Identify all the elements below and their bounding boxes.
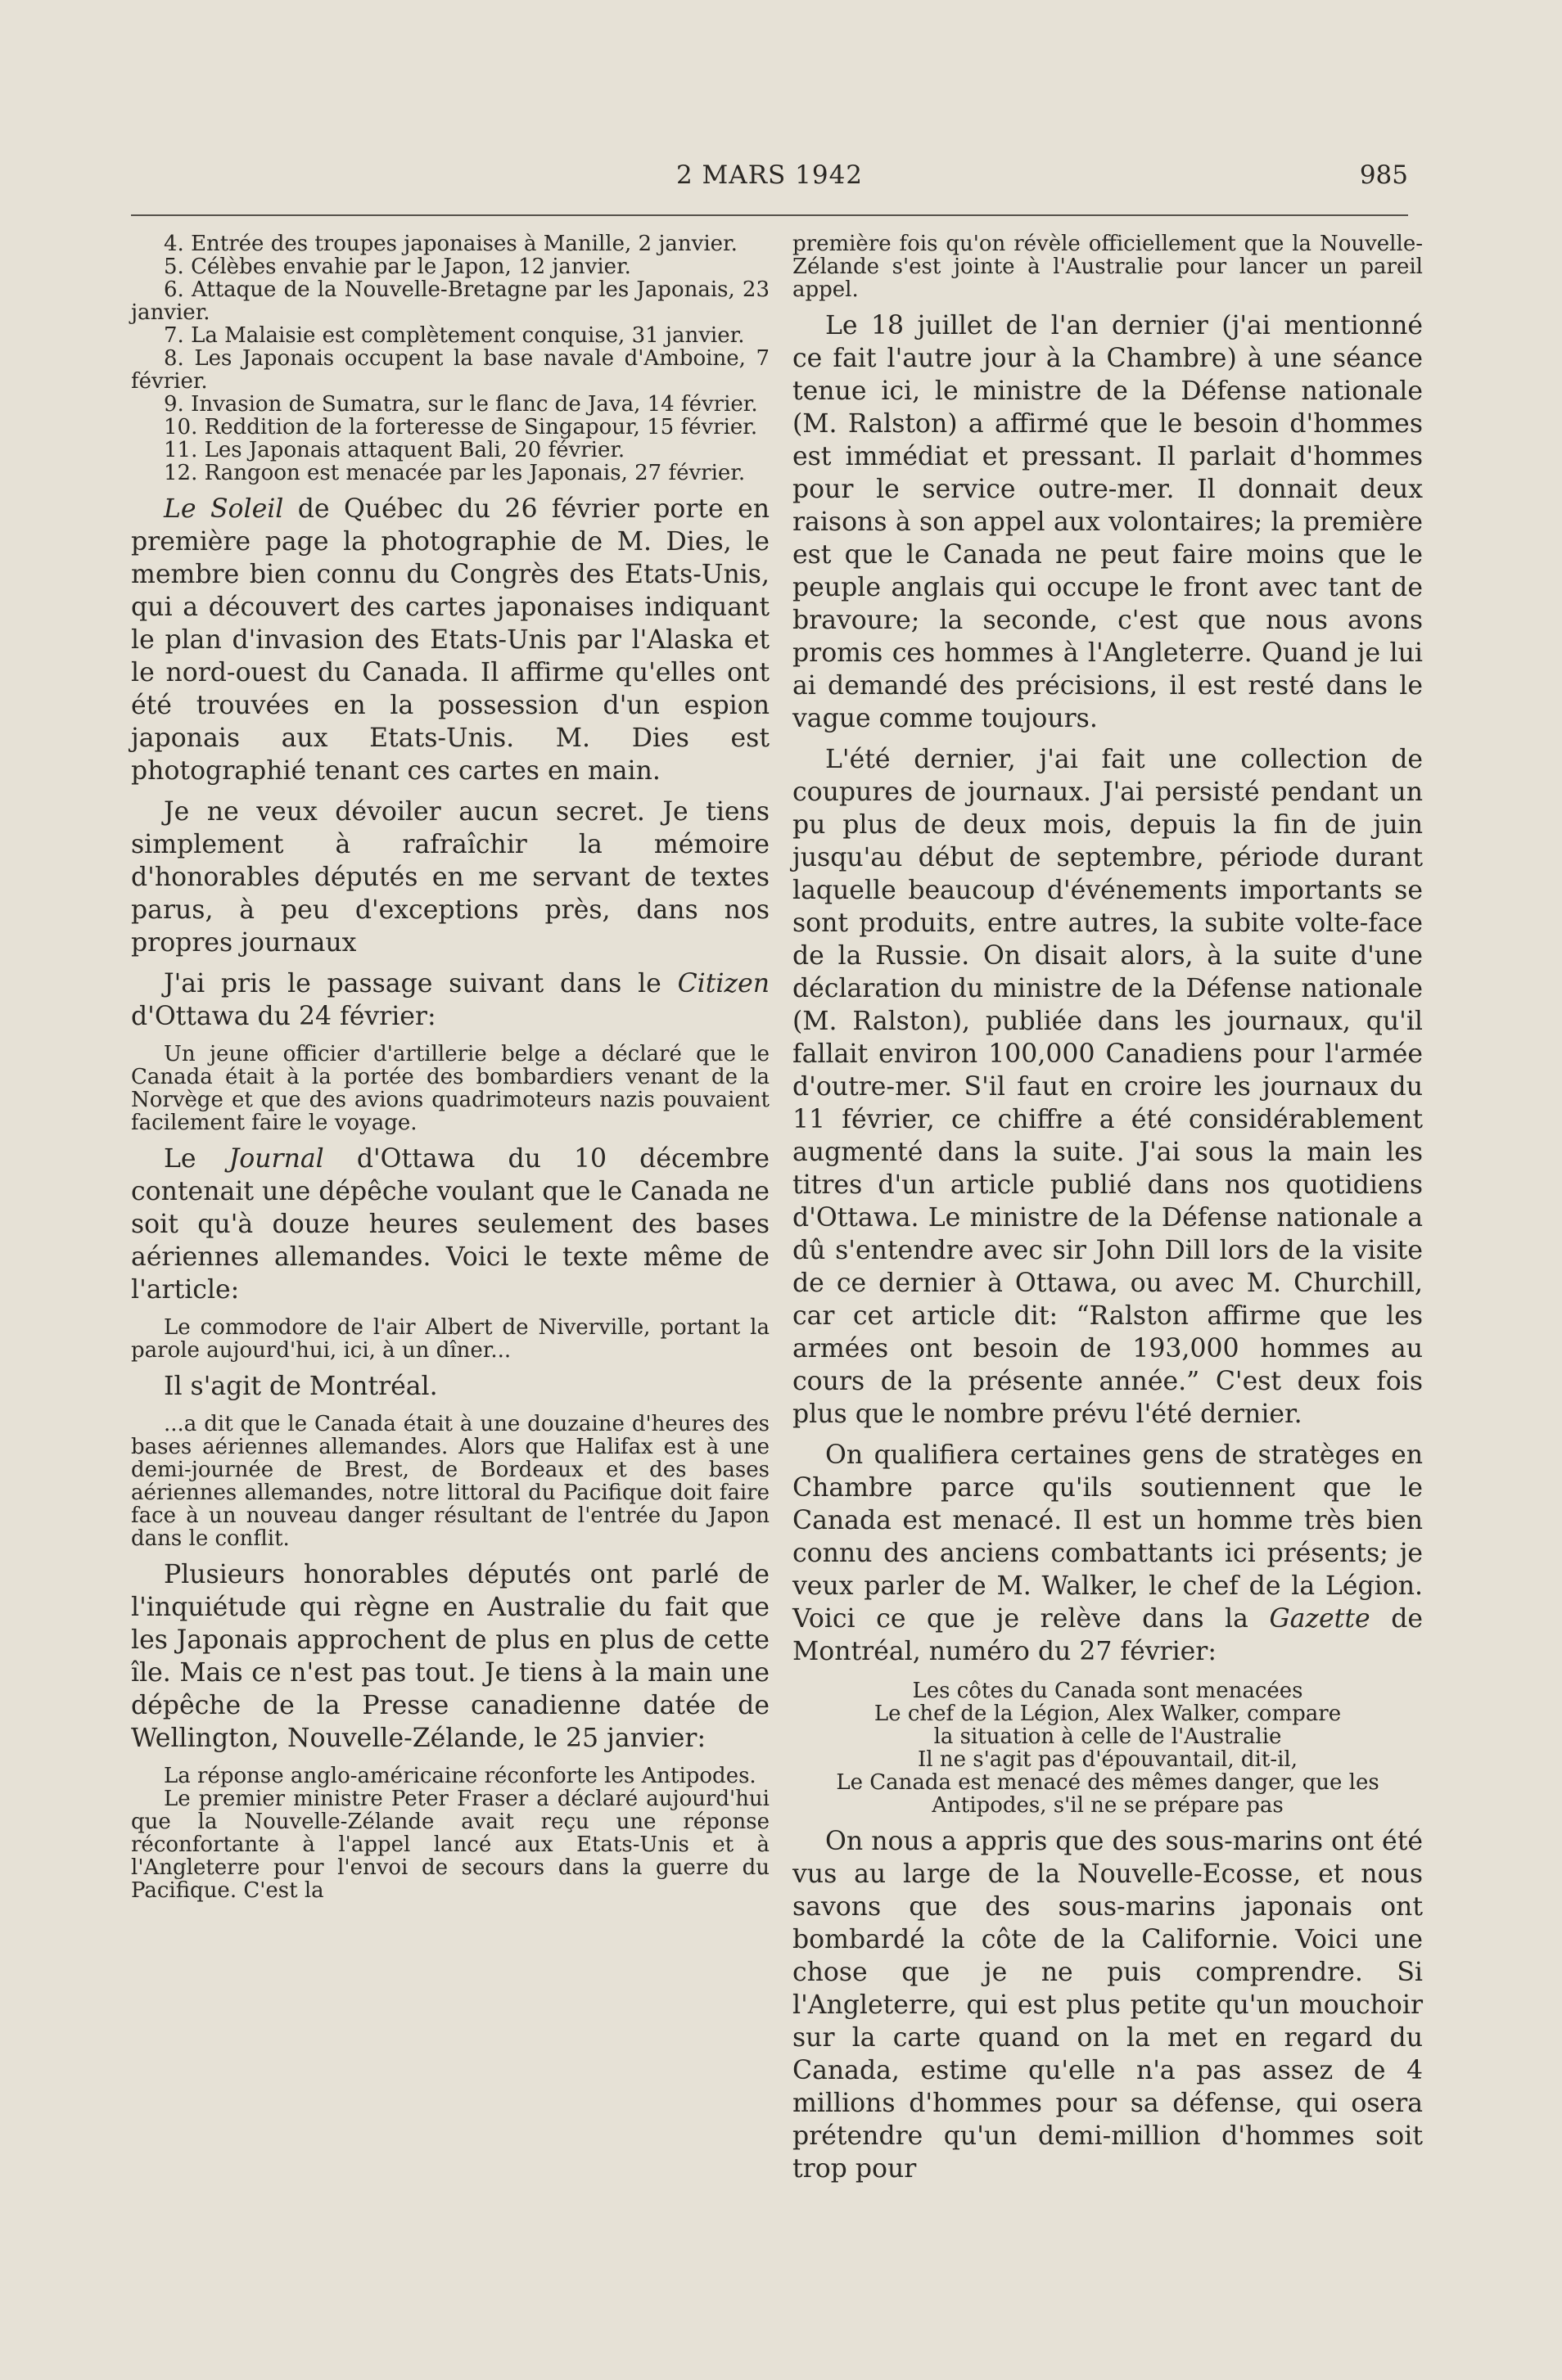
list-item: 11. Les Japonais attaquent Bali, 20 février.	[164, 438, 625, 462]
headline-line: Antipodes, s'il ne se prépare pas	[932, 1793, 1284, 1818]
paragraph-text: d'Ottawa du 10 décembre contenait une dépêche voulant que le Canada ne soit qu'à douze heures seulement des bases aériennes allemandes. Voici le texte même de l'article:	[131, 1144, 770, 1305]
header-date: 2 MARS 1942	[675, 160, 864, 190]
list-item: 9. Invasion de Sumatra, sur le flanc de Java, 14 février.	[164, 392, 758, 417]
paragraph: Le 18 juillet de l'an dernier (j'ai mentionné ce fait l'autre jour à la Chambre) à une séance tenue ici, le ministre de la Défense nationale (M. Ralston) a affirmé que le besoin d'hommes est immédiat et pressant. Il parlait d'hommes pour le service outre-mer. Il donnait deux raisons à son appel aux volontaires; la première est que le Canada ne peut faire moins que le peuple anglais qui occupe le front avec tant de bravoure; la seconde, c'est que nous avons promis ces hommes à l'Angleterre. Quand je lui ai demandé des précisions, il est resté dans le vague comme toujours.	[792, 311, 1423, 733]
headline-line: la situation à celle de l'Australie	[933, 1724, 1282, 1749]
quotation-continued: première fois qu'on révèle officiellement que la Nouvelle-Zélande s'est jointe à l'Australie pour lancer un pareil appel.	[792, 232, 1423, 302]
paragraph: Il s'agit de Montréal.	[164, 1372, 438, 1401]
quotation: Un jeune officier d'artillerie belge a déclaré que le Canada était à la portée des bombardiers venant de la Norvège et que des avions quadrimoteurs nazis pouvaient facilement faire le voyage.	[131, 1042, 770, 1135]
paragraph-text: de Québec du 26 février porte en première page la photographie de M. Dies, le membre bien connu du Congrès des Etats-Unis, qui a découvert des cartes japonaises indiquant le plan d'invasion des Etats-Unis par l'Alaska et le nord-ouest du Canada. Il affirme qu'elles ont été trouvées en la possession d'un espion japonais aux Etats-Unis. M. Dies est photographié tenant ces cartes en main.	[131, 494, 770, 786]
paragraph: Je ne veux dévoiler aucun secret. Je tiens simplement à rafraîchir la mémoire d'honorables députés en me servant de textes parus, à peu d'exceptions près, dans nos propres journaux	[131, 797, 770, 958]
paragraph-text: de Montréal, numéro du 27 février:	[792, 1604, 1423, 1666]
paragraph-italic: Le Soleil	[164, 494, 284, 524]
list-item: 5. Célèbes envahie par le Japon, 12 janvier.	[164, 255, 631, 279]
paragraph: On nous a appris que des sous-marins ont été vus au large de la Nouvelle-Ecosse, et nous savons que des sous-marins japonais ont bombardé la côte de la Californie. Voici une chose que je ne puis comprendre. Si l'Angleterre, qui est plus petite qu'un mouchoir sur la carte quand on la met en regard du Canada, estime qu'elle n'a pas assez de 4 millions d'hommes pour sa défense, qui osera prétendre qu'un demi-million d'hommes soit trop pour	[792, 1827, 1423, 2184]
page-number: 985	[1359, 160, 1408, 190]
newspaper-headline	[792, 1679, 1423, 1817]
list-item: 10. Reddition de la forteresse de Singapour, 15 février.	[164, 415, 758, 439]
paragraph	[131, 967, 770, 1033]
headline-line: Le chef de la Légion, Alex Walker, compare	[874, 1702, 1342, 1726]
quotation: Le commodore de l'air Albert de Niverville, portant la parole aujourd'hui, ici, à un dîner...	[131, 1315, 770, 1363]
list-item: 8. Les Japonais occupent la base navale d'Amboine, 7 février.	[131, 346, 770, 394]
quotation: Le premier ministre Peter Fraser a déclaré aujourd'hui que la Nouvelle-Zélande avait reçu une réponse réconfortante à l'appel lancé aux Etats-Unis et à l'Angleterre pour l'envoi de secours dans la guerre du Pacifique. C'est la	[131, 1787, 770, 1903]
paragraph	[792, 1439, 1423, 1668]
paragraph: Plusieurs honorables députés ont parlé de l'inquiétude qui règne en Australie du fait que les Japonais approchent de plus en plus de cette île. Mais ce n'est pas tout. Je tiens à la main une dépêche de la Presse canadienne datée de Wellington, Nouvelle-Zélande, le 25 janvier:	[131, 1560, 770, 1753]
paragraph-text: On qualifiera certaines gens de stratèges en Chambre parce qu'ils soutiennent que le Canada est menacé. Il est un homme très bien connu des anciens combattants ici présents; je veux parler de M. Walker, le chef de la Légion. Voici ce que je relève dans la	[792, 1440, 1423, 1634]
list-item: 12. Rangoon est menacée par les Japonais, 27 février.	[164, 461, 746, 485]
paragraph-text: Le	[164, 1144, 229, 1174]
headline-line: Il ne s'agit pas d'épouvantail, dit-il,	[917, 1747, 1298, 1772]
list-item: 7. La Malaisie est complètement conquise, 31 janvier.	[164, 323, 745, 348]
paragraph-text: d'Ottawa du 24 février:	[131, 1002, 436, 1031]
paragraph-italic: Journal	[228, 1144, 324, 1174]
quotation: La réponse anglo-américaine réconforte les Antipodes.	[164, 1764, 756, 1788]
paragraph-italic: Gazette	[1269, 1604, 1370, 1634]
list-item: 4. Entrée des troupes japonaises à Manille, 2 janvier.	[164, 232, 738, 256]
paragraph-italic: Citizen	[677, 969, 770, 998]
right-column	[792, 232, 1423, 2185]
headline-line: Le Canada est menacé des mêmes danger, que les	[836, 1770, 1379, 1795]
quotation: ...a dit que le Canada était à une douzaine d'heures des bases aériennes allemandes. Alors que Halifax est à une demi-journée de Brest, de Bordeaux et des bases aériennes allemandes, notre littoral du Pacifique doit faire face à un nouveau danger résultant de l'entrée du Japon dans le conflit.	[131, 1412, 770, 1551]
paragraph	[131, 1143, 770, 1306]
running-header	[131, 160, 1408, 201]
headline-line: Les côtes du Canada sont menacées	[912, 1679, 1303, 1703]
list-item: 6. Attaque de la Nouvelle-Bretagne par les Japonais, 23 janvier.	[131, 277, 770, 325]
paragraph	[131, 493, 770, 787]
header-rule	[131, 214, 1408, 216]
left-column	[131, 232, 770, 1902]
paragraph-text: J'ai pris le passage suivant dans le	[164, 969, 678, 998]
paragraph: L'été dernier, j'ai fait une collection de coupures de journaux. J'ai persisté pendant un pu plus de deux mois, depuis la fin de juin jusqu'au début de septembre, période durant laquelle beaucoup d'événements importants se sont produits, entre autres, la subite volte-face de la Russie. On disait alors, à la suite d'une déclaration du ministre de la Défense nationale (M. Ralston), publiée dans les journaux, qu'il fallait environ 100,000 Canadiens pour l'armée d'outre-mer. S'il faut en croire les journaux du 11 février, ce chiffre a été considérablement augmenté dans la suite. J'ai sous la main les titres d'un article publié dans nos quotidiens d'Ottawa. Le ministre de la Défense nationale a dû s'entendre avec sir John Dill lors de la visite de ce dernier à Ottawa, ou avec M. Churchill, car cet article dit: “Ralston affirme que les armées ont besoin de 193,000 hommes au cours de la présente année.” C'est deux fois plus que le nombre prévu l'été dernier.	[792, 745, 1423, 1429]
